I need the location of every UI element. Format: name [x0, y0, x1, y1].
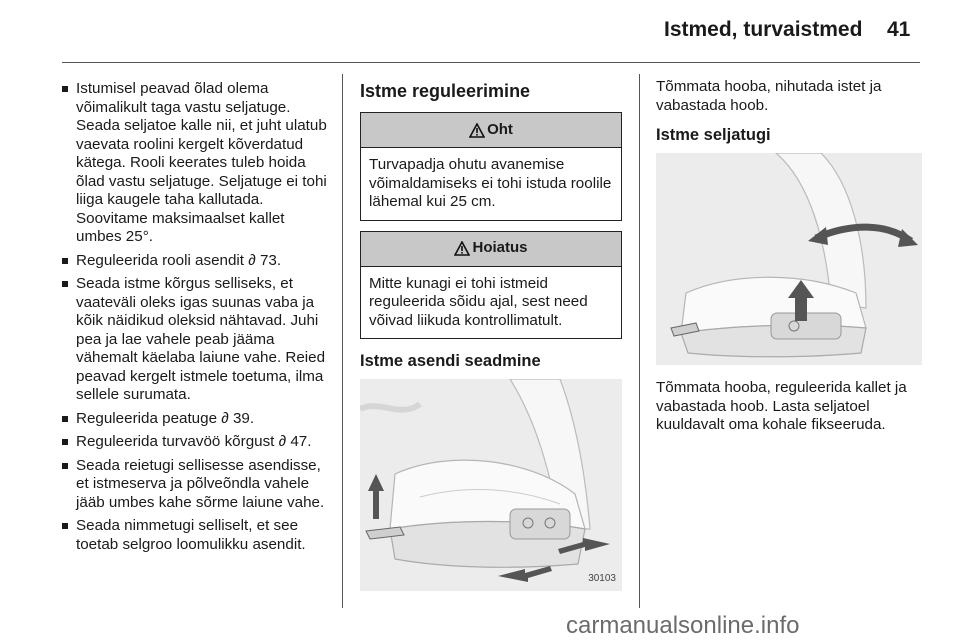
subsection-title-seat-position: Istme asendi seadmine [360, 352, 541, 370]
bullet-square-icon [62, 86, 68, 92]
subsection-title-backrest: Istme seljatugi [656, 126, 771, 144]
bullet-square-icon [62, 523, 68, 529]
bullet-item: Reguleerida rooli asendit ∂ 73. [62, 252, 332, 271]
right-column [656, 78, 922, 445]
warning-box-title: Hoiatus [472, 239, 528, 257]
warning-box-text: Mitte kunagi ei tohi istmeid reguleerida sõidu ajal, sest need võivad liikuda kontrollimatult. [369, 274, 588, 329]
danger-box-text: Turvapadja ohutu avanemise võimaldamiseks ei tohi istuda roolile lähemal kui 25 cm. [369, 156, 612, 210]
bullet-item: Seada istme kõrgus selliseks, et vaateväli oleks igas suunas vaba ja kõik näidikud oleksid nähtavad. Juhi pea ja lae vahele peab jääma vähemalt käelaba laiune vahe. Reied peavad kergelt istmele toetuma, ilma sellele surumata. [62, 275, 332, 405]
header-rule [62, 62, 920, 63]
watermark-text: carmanualsonline.info [566, 612, 800, 639]
paragraph-seat-position-instruction: Tõmmata hooba, nihutada istet ja vabastada hoob. [656, 78, 882, 114]
bullet-item: Reguleerida peatuge ∂ 39. [62, 410, 332, 429]
backrest-figure [656, 153, 922, 365]
bullet-item: Seada nimmetugi selliselt, et see toetab selgroo loomulikku asendit. [62, 517, 332, 554]
column-divider-1 [342, 74, 343, 608]
bullet-square-icon [62, 439, 68, 445]
middle-column [360, 80, 622, 591]
bullet-square-icon [62, 463, 68, 469]
bullet-square-icon [62, 281, 68, 287]
warning-box [360, 231, 622, 340]
seat-position-figure [360, 379, 622, 591]
column-divider-2 [639, 74, 640, 608]
bullet-item: Reguleerida turvavöö kõrgust ∂ 47. [62, 433, 332, 452]
warning-triangle-icon [454, 241, 470, 256]
bullet-item: Seada reietugi sellisesse asendisse, et istmeserva ja põlveõndla vahele jääb umbes kahe sõrme laiune vahe. [62, 457, 332, 513]
section-title: Istme reguleerimine [360, 81, 531, 101]
left-column [62, 80, 332, 559]
figure-code: 30103 [588, 572, 616, 584]
page-header-title: Istmed, turvaistmed [664, 18, 863, 41]
bullet-item: Istumisel peavad õlad olema võimalikult taga vastu seljatuge. Seada seljatoe kalle nii, et juht ulatub vaevata roolini kergelt kõverdatud kätega. Rooli keerates tuleb hoida õlad vastu seljatuge. Seljatuge ei tohi liiga kaugele taha kallutada. Soovitame maksimaalset kallet umbes 25°. [62, 80, 332, 247]
danger-box-title: Oht [487, 120, 513, 138]
bullet-square-icon [62, 416, 68, 422]
paragraph-backrest-instruction: Tõmmata hooba, reguleerida kallet ja vabastada hoob. Lasta seljatoel kuuldavalt oma kohale fikseeruda. [656, 379, 907, 433]
seat-illustration-icon [360, 379, 622, 591]
warning-triangle-icon [469, 123, 485, 138]
backrest-illustration-icon [656, 153, 922, 365]
bullet-square-icon [62, 258, 68, 264]
danger-box [360, 112, 622, 221]
page-number: 41 [887, 18, 911, 41]
